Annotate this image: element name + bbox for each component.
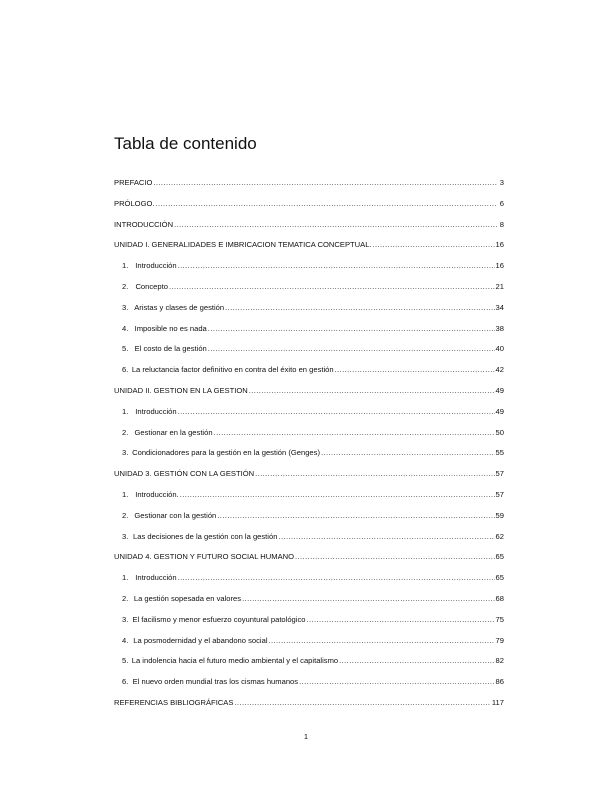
toc-entry-label: Concepto xyxy=(135,281,168,291)
toc-dot-leader xyxy=(178,261,495,270)
toc-entry-label: UNIDAD I. GENERALIDADES E IMBRICACION TEMATICA CONCEPTUAL. xyxy=(114,240,372,250)
toc-dot-leader xyxy=(153,178,497,187)
toc-entry-label: El nuevo orden mundial tras los cismas humanos xyxy=(132,677,299,687)
toc-dot-leader xyxy=(269,636,495,645)
toc-entry-page: 8 xyxy=(499,219,504,229)
toc-entry-page: 38 xyxy=(495,323,504,333)
toc-entry-page: 68 xyxy=(495,593,504,603)
toc-entry[interactable] xyxy=(114,386,504,407)
toc-entry[interactable] xyxy=(114,677,504,698)
toc-title: Tabla de contenido xyxy=(114,134,257,153)
toc-dot-leader xyxy=(339,656,494,665)
toc-entry[interactable] xyxy=(114,511,504,532)
toc-entry[interactable] xyxy=(114,344,504,365)
toc-entry-number: 3. xyxy=(122,614,129,624)
toc-entry-label: El facilismo y menor esfuerzo coyuntural patológico xyxy=(132,614,306,624)
toc-dot-leader xyxy=(278,532,494,541)
toc-entry[interactable] xyxy=(114,178,504,199)
toc-dot-leader xyxy=(307,615,495,624)
toc-entry-number: 1. xyxy=(122,573,129,583)
toc-entry[interactable] xyxy=(114,324,504,345)
toc-entry-page: 50 xyxy=(495,427,504,437)
toc-entry[interactable] xyxy=(114,490,504,511)
toc-entry[interactable] xyxy=(114,532,504,553)
toc-dot-leader xyxy=(335,365,495,374)
toc-entry-page: 55 xyxy=(495,448,504,458)
toc-dot-leader xyxy=(295,552,495,561)
toc-entry[interactable] xyxy=(114,303,504,324)
toc-entry-label: PREFACIO xyxy=(114,178,153,187)
toc-entry[interactable] xyxy=(114,552,504,573)
toc-entry-number: 1. xyxy=(122,406,129,416)
toc-entry-label: Introducción xyxy=(135,573,177,583)
toc-entry[interactable] xyxy=(114,615,504,636)
toc-entry-page: 21 xyxy=(495,281,504,291)
toc-entry-label: Introducción xyxy=(135,261,177,271)
toc-entry-page: 75 xyxy=(495,614,504,624)
toc-entry-label: Introducción. xyxy=(135,489,179,499)
toc-dot-leader xyxy=(217,511,494,520)
toc-entry-label: Imposible no es nada xyxy=(134,323,207,333)
toc-entry-number: 4. xyxy=(122,635,129,645)
toc-entry-label: INTRODUCCIÓN xyxy=(114,219,174,229)
toc-entry[interactable] xyxy=(114,656,504,677)
toc-dot-leader xyxy=(255,469,494,478)
toc-entry[interactable] xyxy=(114,220,504,241)
toc-entry-page: 62 xyxy=(495,531,504,541)
toc-entry[interactable] xyxy=(114,594,504,615)
toc-entry-page: 65 xyxy=(495,573,504,583)
toc-dot-leader xyxy=(214,428,495,437)
toc-dot-leader xyxy=(299,677,494,686)
toc-entry-page: 49 xyxy=(495,406,504,416)
toc-entry-page: 42 xyxy=(495,365,504,375)
toc-entry[interactable] xyxy=(114,261,504,282)
toc-entry[interactable] xyxy=(114,407,504,428)
toc-entry-page: 16 xyxy=(495,261,504,271)
toc-entry[interactable] xyxy=(114,636,504,657)
toc-entry-number: 2. xyxy=(122,427,129,437)
toc-entry-label: La posmodernidad y el abandono social xyxy=(133,635,268,645)
toc-entry[interactable] xyxy=(114,573,504,594)
toc-entry[interactable] xyxy=(114,698,504,719)
toc-dot-leader xyxy=(225,303,494,312)
toc-entry-page: 117 xyxy=(491,697,504,707)
toc-entry-page: 49 xyxy=(495,385,504,395)
toc-entry-page: 65 xyxy=(495,552,504,562)
toc-entry-number: 5. xyxy=(122,344,129,354)
toc-dot-leader xyxy=(208,324,495,333)
toc-entry-label: Las decisiones de la gestión con la gestión xyxy=(133,531,278,541)
toc-dot-leader xyxy=(208,344,495,353)
toc-entry-label: La reluctancia factor definitivo en contra del éxito en gestión xyxy=(131,365,334,375)
toc-entry-page: 3 xyxy=(499,178,504,187)
toc-entry-label: El costo de la gestión xyxy=(134,344,207,354)
toc-entry-page: 6 xyxy=(499,198,504,208)
toc-entry[interactable] xyxy=(114,365,504,386)
toc-entry-number: 3. xyxy=(122,531,129,541)
toc-entry-label: Gestionar en la gestión xyxy=(134,427,213,437)
toc-dot-leader xyxy=(242,594,494,603)
toc-entry-label: Introducción xyxy=(135,406,177,416)
toc-dot-leader xyxy=(178,407,495,416)
toc-entry[interactable] xyxy=(114,282,504,303)
toc-entry-number: 6. xyxy=(122,365,129,375)
toc-entry-number: 4. xyxy=(122,323,129,333)
toc-dot-leader xyxy=(249,386,495,395)
toc-entry-label: PRÓLOGO. xyxy=(114,198,155,208)
toc-entry-label: UNIDAD II. GESTION EN LA GESTION xyxy=(114,385,248,395)
toc-entry[interactable] xyxy=(114,428,504,449)
toc-entry[interactable] xyxy=(114,199,504,220)
toc-entry-page: 79 xyxy=(495,635,504,645)
toc-entry-page: 86 xyxy=(495,677,504,687)
toc-dot-leader xyxy=(178,573,495,582)
toc-entry-page: 82 xyxy=(495,656,504,666)
toc-entry-number: 3. xyxy=(122,302,129,312)
toc-dot-leader xyxy=(180,490,495,499)
toc-entry-page: 57 xyxy=(495,489,504,499)
toc-entry-number: 6. xyxy=(122,677,129,687)
toc-entry-number: 2. xyxy=(122,593,129,603)
toc-entry-number: 5. xyxy=(122,656,129,666)
toc-dot-leader xyxy=(234,698,490,707)
toc-entry-page: 34 xyxy=(495,302,504,312)
toc-dot-leader xyxy=(373,240,495,249)
toc-entry-label: La gestión sopesada en valores xyxy=(133,593,242,603)
toc-entry-number: 1. xyxy=(122,489,129,499)
toc-entry-page: 40 xyxy=(495,344,504,354)
toc-dot-leader xyxy=(321,448,495,457)
toc-entry-page: 59 xyxy=(495,510,504,520)
toc-entry-number: 2. xyxy=(122,281,129,291)
toc-dot-leader xyxy=(174,220,497,229)
toc-entry-label: Condicionadores para la gestión en la gestión (Genges) xyxy=(132,448,320,458)
toc-entry-number: 1. xyxy=(122,261,129,271)
toc-entry[interactable] xyxy=(114,469,504,490)
toc-entry-number: 3. xyxy=(122,448,129,458)
toc-list xyxy=(114,178,504,719)
toc-entry-label: REFERENCIAS BIBLIOGRÁFICAS xyxy=(114,697,234,707)
toc-dot-leader xyxy=(169,282,495,291)
toc-dot-leader xyxy=(156,199,497,208)
toc-entry-page: 57 xyxy=(495,469,504,479)
toc-entry-number: 2. xyxy=(122,510,129,520)
toc-entry-label: UNIDAD 3. GESTIÓN CON LA GESTIÓN xyxy=(114,469,255,479)
toc-entry-label: Aristas y clases de gestión xyxy=(134,302,225,312)
toc-entry-label: Gestionar con la gestión xyxy=(134,510,217,520)
toc-entry[interactable] xyxy=(114,448,504,469)
toc-entry[interactable] xyxy=(114,240,504,261)
toc-entry-label: UNIDAD 4. GESTION Y FUTURO SOCIAL HUMANO xyxy=(114,552,295,562)
page-number: 1 xyxy=(303,732,309,741)
toc-entry-page: 16 xyxy=(495,240,504,250)
toc-entry-label: La indolencia hacia el futuro medio ambiental y el capitalismo xyxy=(131,656,339,666)
